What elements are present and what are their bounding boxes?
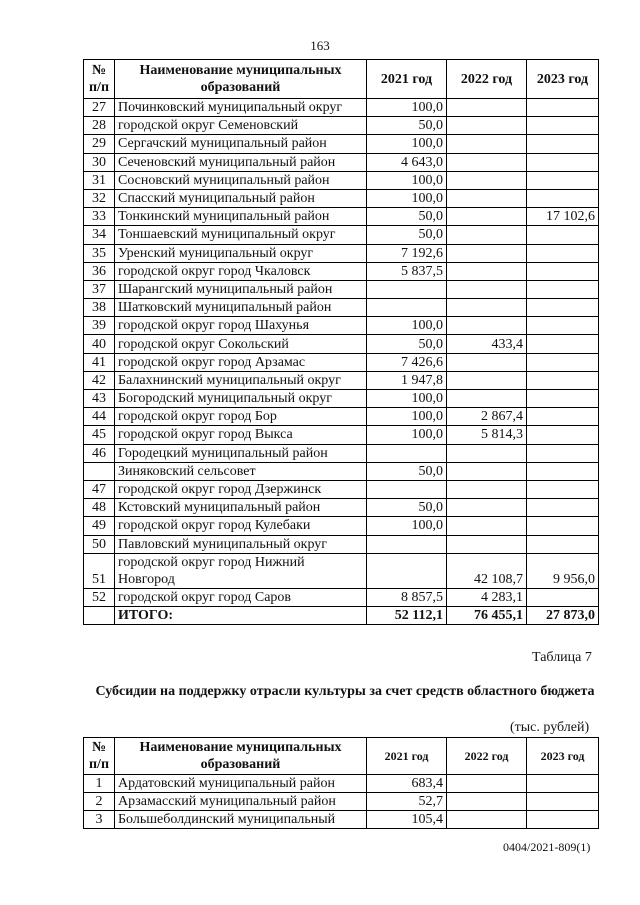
table-row [84, 99, 599, 117]
row-name: Арзамасский муниципальный район [115, 793, 367, 811]
row-number: 33 [84, 208, 115, 226]
table-row [84, 353, 599, 371]
row-value-2021: 100,0 [367, 426, 447, 444]
row-value-2021: 100,0 [367, 390, 447, 408]
row-value-2022 [447, 299, 527, 317]
row-name: городской округ город Шахунья [115, 317, 367, 335]
col-header-2021: 2021 год [367, 60, 447, 99]
row-value-2022 [447, 99, 527, 117]
document-code: 0404/2021-809(1) [503, 840, 591, 854]
row-value-2021: 1 947,8 [367, 371, 447, 389]
row-value-2021: 105,4 [367, 811, 447, 829]
row-value-2021 [367, 444, 447, 462]
row-number: 1 [84, 775, 115, 793]
culture-subsidy-table [83, 737, 599, 829]
row-name: городской округ город Чкаловск [115, 262, 367, 280]
col-header-2022: 2022 год [447, 738, 527, 775]
row-value-2021: 100,0 [367, 317, 447, 335]
row-value-2021 [367, 299, 447, 317]
row-number: 30 [84, 153, 115, 171]
row-value-2023 [527, 117, 599, 135]
table-header-row [84, 738, 599, 775]
table-number-label: Таблица 7 [532, 650, 592, 665]
total-2022: 76 455,1 [447, 606, 527, 624]
row-value-2021: 5 837,5 [367, 262, 447, 280]
row-number [84, 462, 115, 480]
table-row [84, 189, 599, 207]
row-value-2021: 50,0 [367, 499, 447, 517]
row-value-2021: 7 426,6 [367, 353, 447, 371]
row-value-2021: 50,0 [367, 335, 447, 353]
row-number: 32 [84, 189, 115, 207]
row-value-2023 [527, 280, 599, 298]
row-value-2022 [447, 480, 527, 498]
row-value-2023 [527, 426, 599, 444]
row-value-2021: 100,0 [367, 171, 447, 189]
row-value-2021: 100,0 [367, 135, 447, 153]
row-name: Ардатовский муниципальный район [115, 775, 367, 793]
col-header-name: Наименование муниципальных образований [115, 60, 367, 99]
row-value-2023 [527, 499, 599, 517]
subsidy-table-continued [83, 59, 599, 625]
row-value-2021 [367, 535, 447, 553]
row-value-2022 [447, 171, 527, 189]
row-number: 40 [84, 335, 115, 353]
row-value-2022: 42 108,7 [447, 553, 527, 588]
table-header-row [84, 60, 599, 99]
row-value-2023 [527, 135, 599, 153]
row-value-2021: 7 192,6 [367, 244, 447, 262]
table-row [84, 371, 599, 389]
row-number: 2 [84, 793, 115, 811]
row-name: Богородский муниципальный округ [115, 390, 367, 408]
row-number: 45 [84, 426, 115, 444]
row-value-2023 [527, 262, 599, 280]
row-value-2023 [527, 517, 599, 535]
row-value-2021: 50,0 [367, 226, 447, 244]
row-number: 28 [84, 117, 115, 135]
row-value-2022 [447, 793, 527, 811]
row-value-2023: 17 102,6 [527, 208, 599, 226]
total-num-cell [84, 606, 115, 624]
row-value-2021: 4 643,0 [367, 153, 447, 171]
row-name: Спасский муниципальный район [115, 189, 367, 207]
row-number: 41 [84, 353, 115, 371]
row-value-2022 [447, 135, 527, 153]
row-name: Уренский муниципальный округ [115, 244, 367, 262]
row-number: 38 [84, 299, 115, 317]
row-value-2021 [367, 480, 447, 498]
row-name: Шарангский муниципальный район [115, 280, 367, 298]
row-value-2023 [527, 535, 599, 553]
row-value-2022 [447, 353, 527, 371]
row-value-2021: 683,4 [367, 775, 447, 793]
row-name: Балахнинский муниципальный округ [115, 371, 367, 389]
row-value-2022 [447, 444, 527, 462]
table-row [84, 299, 599, 317]
row-name: городской округ Сокольский [115, 335, 367, 353]
units-note: (тыс. рублей) [510, 720, 590, 735]
row-number: 51 [84, 553, 115, 588]
row-value-2022 [447, 535, 527, 553]
row-value-2022 [447, 262, 527, 280]
row-value-2023 [527, 371, 599, 389]
row-value-2022 [447, 153, 527, 171]
row-value-2022 [447, 811, 527, 829]
table-row [84, 262, 599, 280]
row-name: Тоншаевский муниципальный округ [115, 226, 367, 244]
row-number: 52 [84, 588, 115, 606]
row-value-2023 [527, 775, 599, 793]
row-value-2022 [447, 317, 527, 335]
row-value-2022 [447, 390, 527, 408]
row-value-2022 [447, 462, 527, 480]
row-name: Зиняковский сельсовет [115, 462, 367, 480]
row-value-2023 [527, 811, 599, 829]
row-value-2022 [447, 244, 527, 262]
table-row [84, 793, 599, 811]
row-value-2023 [527, 444, 599, 462]
table-row [84, 775, 599, 793]
table-row [84, 535, 599, 553]
row-value-2023 [527, 153, 599, 171]
row-value-2023 [527, 299, 599, 317]
table-row [84, 444, 599, 462]
row-name: городской округ город Выкса [115, 426, 367, 444]
row-value-2023 [527, 588, 599, 606]
row-value-2021: 52,7 [367, 793, 447, 811]
row-value-2023 [527, 480, 599, 498]
row-number: 34 [84, 226, 115, 244]
row-value-2021: 100,0 [367, 99, 447, 117]
row-number: 3 [84, 811, 115, 829]
row-value-2022 [447, 189, 527, 207]
total-2021: 52 112,1 [367, 606, 447, 624]
row-value-2022 [447, 499, 527, 517]
row-value-2021: 50,0 [367, 117, 447, 135]
table-row [84, 553, 599, 588]
row-number: 49 [84, 517, 115, 535]
row-number: 46 [84, 444, 115, 462]
row-number: 43 [84, 390, 115, 408]
table-row [84, 335, 599, 353]
row-value-2021: 50,0 [367, 462, 447, 480]
table-row [84, 117, 599, 135]
row-value-2023 [527, 189, 599, 207]
row-value-2021 [367, 280, 447, 298]
row-value-2021: 100,0 [367, 189, 447, 207]
table-row [84, 408, 599, 426]
row-name: Городецкий муниципальный район [115, 444, 367, 462]
row-number: 47 [84, 480, 115, 498]
row-name: Кстовский муниципальный район [115, 499, 367, 517]
row-value-2022 [447, 371, 527, 389]
row-number: 44 [84, 408, 115, 426]
row-name: Шатковский муниципальный район [115, 299, 367, 317]
row-number: 36 [84, 262, 115, 280]
page-number: 163 [310, 38, 330, 53]
row-value-2022: 433,4 [447, 335, 527, 353]
col-header-2022: 2022 год [447, 60, 527, 99]
row-number: 39 [84, 317, 115, 335]
row-value-2021 [367, 553, 447, 588]
row-value-2022: 5 814,3 [447, 426, 527, 444]
total-2023: 27 873,0 [527, 606, 599, 624]
table-row [84, 499, 599, 517]
row-value-2022: 2 867,4 [447, 408, 527, 426]
row-name: Тонкинский муниципальный район [115, 208, 367, 226]
row-number: 29 [84, 135, 115, 153]
row-name: Сосновский муниципальный район [115, 171, 367, 189]
table-row [84, 280, 599, 298]
row-number: 48 [84, 499, 115, 517]
row-value-2022 [447, 208, 527, 226]
row-name: городской округ город Арзамас [115, 353, 367, 371]
row-value-2023 [527, 793, 599, 811]
table-row [84, 226, 599, 244]
row-value-2021: 100,0 [367, 408, 447, 426]
table-row [84, 588, 599, 606]
row-name: городской округ Семеновский [115, 117, 367, 135]
row-value-2023 [527, 408, 599, 426]
row-value-2022 [447, 775, 527, 793]
row-name: Павловский муниципальный округ [115, 535, 367, 553]
col-header-num: № п/п [84, 738, 115, 775]
col-header-num: № п/п [84, 60, 115, 99]
row-value-2023 [527, 99, 599, 117]
table-row [84, 517, 599, 535]
row-number: 35 [84, 244, 115, 262]
row-name: Починковский муниципальный округ [115, 99, 367, 117]
table-row [84, 171, 599, 189]
row-value-2023 [527, 335, 599, 353]
row-value-2022 [447, 226, 527, 244]
row-value-2022 [447, 117, 527, 135]
row-number: 27 [84, 99, 115, 117]
row-value-2023 [527, 462, 599, 480]
row-name: Сеченовский муниципальный район [115, 153, 367, 171]
row-value-2023 [527, 317, 599, 335]
row-value-2023: 9 956,0 [527, 553, 599, 588]
table-row [84, 153, 599, 171]
row-value-2023 [527, 353, 599, 371]
col-header-2023: 2023 год [527, 738, 599, 775]
table-row [84, 244, 599, 262]
row-number: 50 [84, 535, 115, 553]
row-name: городской округ город Дзержинск [115, 480, 367, 498]
col-header-2023: 2023 год [527, 60, 599, 99]
row-value-2021: 100,0 [367, 517, 447, 535]
row-value-2023 [527, 390, 599, 408]
table-row [84, 811, 599, 829]
row-value-2022 [447, 517, 527, 535]
row-name: городской округ город Нижний Новгород [115, 553, 367, 588]
table-row [84, 208, 599, 226]
table-row [84, 390, 599, 408]
row-number: 37 [84, 280, 115, 298]
table-row [84, 462, 599, 480]
row-number: 31 [84, 171, 115, 189]
total-row [84, 606, 599, 624]
row-number: 42 [84, 371, 115, 389]
row-value-2023 [527, 171, 599, 189]
row-value-2022 [447, 280, 527, 298]
row-name: Большеболдинский муниципальный [115, 811, 367, 829]
row-value-2023 [527, 226, 599, 244]
table-row [84, 426, 599, 444]
row-value-2022: 4 283,1 [447, 588, 527, 606]
col-header-name: Наименование муниципальных образований [115, 738, 367, 775]
total-label: ИТОГО: [115, 606, 367, 624]
row-name: городской округ город Бор [115, 408, 367, 426]
row-value-2021: 50,0 [367, 208, 447, 226]
row-name: Сергачский муниципальный район [115, 135, 367, 153]
table-row [84, 317, 599, 335]
row-name: городской округ город Саров [115, 588, 367, 606]
col-header-2021: 2021 год [367, 738, 447, 775]
row-value-2023 [527, 244, 599, 262]
table-row [84, 480, 599, 498]
row-value-2021: 8 857,5 [367, 588, 447, 606]
section-title: Субсидии на поддержку отрасли культуры за счет средств областного бюджета [95, 684, 595, 699]
table-row [84, 135, 599, 153]
row-name: городской округ город Кулебаки [115, 517, 367, 535]
